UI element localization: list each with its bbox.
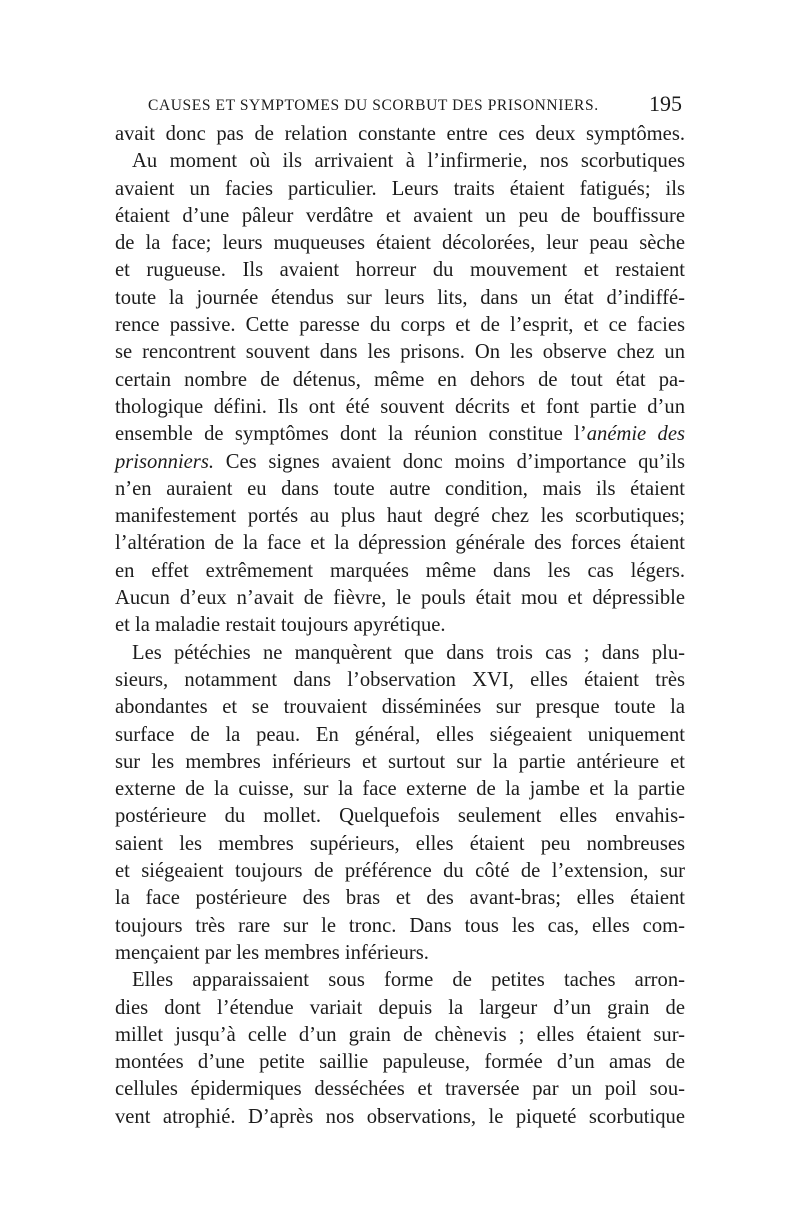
text-line: externe de la cuisse, sur la face externe de la jambe et la partie [115,778,685,801]
page-header [112,91,684,121]
text-line: l’altération de la face et la dépression générale des forces étaient [115,532,685,555]
text-line: thologique défini. Ils ont été souvent décrits et font partie d’un [115,395,685,418]
text-line: saient les membres supérieurs, elles étaient peu nombreuses [115,832,685,855]
text-line: vent atrophié. D’après nos observations, le piqueté scorbutique [115,1105,685,1128]
text-line: montées d’une petite saillie papuleuse, formée d’un amas de [115,1051,685,1074]
text-line: sur les membres inférieurs et surtout sur la partie antérieure et [115,750,685,773]
italic-term: anémie des [586,423,685,446]
text-line: la face postérieure des bras et des avant-bras; elles étaient [115,887,685,910]
text-line: abondantes et se trouvaient disséminées sur presque toute la [115,696,685,719]
text-line: sieurs, notamment dans l’observation XVI, elles étaient très [115,668,685,691]
text-line [115,421,685,448]
text-line: Elles apparaissaient sous forme de petites taches arron- [132,969,685,992]
text-line: se rencontrent souvent dans les prisons. On les observe chez un [115,341,685,364]
text-line: postérieure du mollet. Quelquefois seulement elles envahis- [115,805,685,828]
text-line: avait donc pas de relation constante entre ces deux symptômes. [115,123,685,145]
text-line: de la face; leurs muqueuses étaient décolorées, leur peau sèche [115,232,685,255]
text-line: toute la journée étendus sur leurs lits, dans un état d’indiffé- [115,286,685,309]
text-segment: Ces signes avaient donc moins d’importance qu’ils [213,450,685,473]
text-line: Les pétéchies ne manquèrent que dans trois cas ; dans plu- [132,641,685,664]
text-segment: ensemble de symptômes dont la réunion constitue l’ [115,423,587,446]
text-line: étaient d’une pâleur verdâtre et avaient un peu de bouffissure [115,204,685,227]
text-line: Au moment où ils arrivaient à l’infirmerie, nos scorbutiques [132,150,685,173]
text-line: et rugueuse. Ils avaient horreur du mouvement et restaient [115,259,685,282]
text-line: surface de la peau. En général, elles siégeaient uniquement [115,723,685,746]
text-line: et siégeaient toujours de préférence du côté de l’extension, sur [115,860,685,883]
text-line: millet jusqu’à celle d’un grain de chènevis ; elles étaient sur- [115,1023,685,1046]
page-number: 195 [649,91,682,116]
text-line: Aucun d’eux n’avait de fièvre, le pouls était mou et dépressible [115,587,685,610]
text-line: en effet extrêmement marquées même dans les cas légers. [115,559,685,582]
text-line: et la maladie restait toujours apyrétique. [115,614,446,637]
text-line [115,449,685,476]
text-line: mençaient par les membres inférieurs. [115,941,429,964]
text-line: avaient un facies particulier. Leurs traits étaient fatigués; ils [115,177,685,200]
running-title: CAUSES ET SYMPTOMES DU SCORBUT DES PRISONNIERS. [148,97,599,114]
text-line: toujours très rare sur le tronc. Dans tous les cas, elles com- [115,914,685,937]
body-text [115,121,685,1131]
text-line: manifestement portés au plus haut degré chez les scorbutiques; [115,505,685,528]
text-line: n’en auraient eu dans toute autre condition, mais ils étaient [115,477,685,500]
text-line: dies dont l’étendue variait depuis la largeur d’un grain de [115,996,685,1019]
text-line: rence passive. Cette paresse du corps et de l’esprit, et ce facies [115,314,685,337]
text-line: certain nombre de détenus, même en dehors de tout état pa- [115,368,685,391]
text-line: cellules épidermiques desséchées et traversée par un poil sou- [115,1078,685,1101]
italic-term: prisonniers. [115,450,214,473]
